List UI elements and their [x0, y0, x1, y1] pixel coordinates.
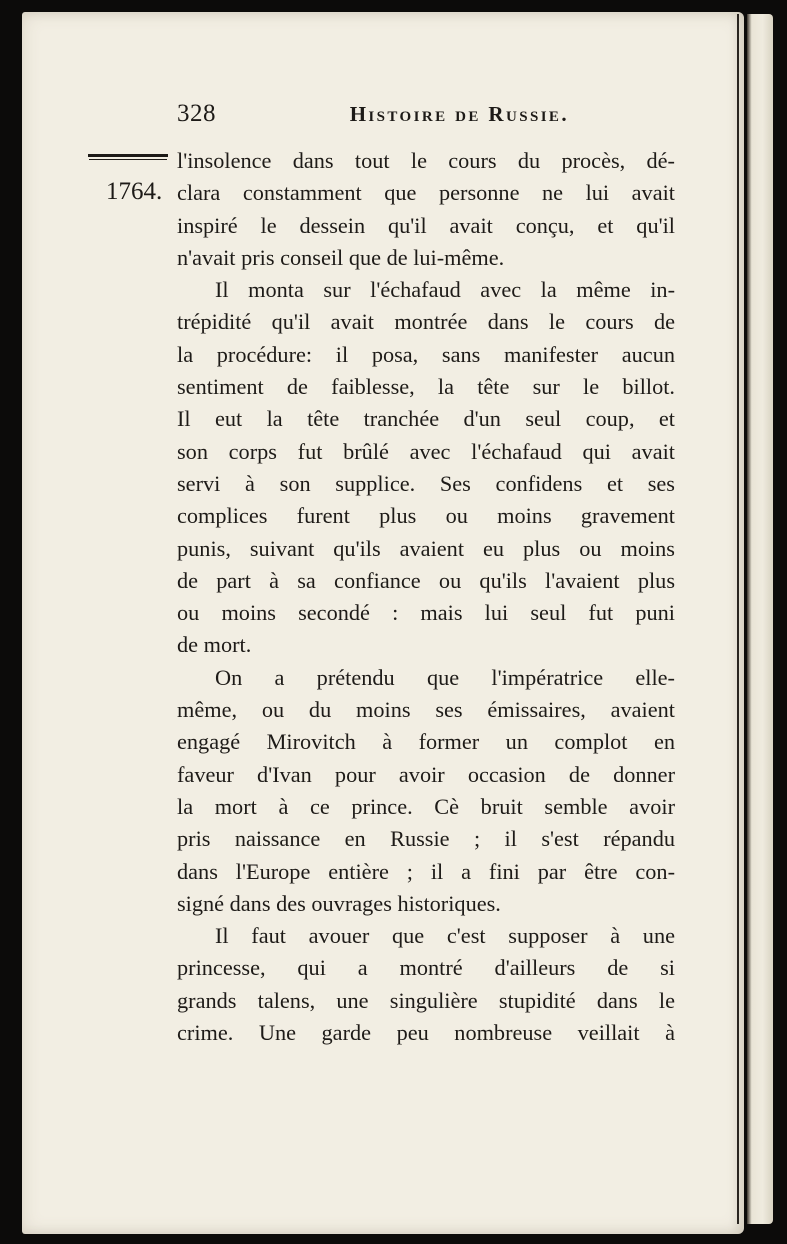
text-line: grands talens, une singulière stupidité dans le [177, 987, 675, 1013]
text-line: n'avait pris conseil que de lui-même. [177, 244, 505, 270]
text-line: pris naissance en Russie ; il s'est répandu [177, 826, 675, 852]
text-line: Il faut avouer que c'est supposer à une [215, 923, 675, 949]
page-number: 328 [177, 100, 216, 127]
text-line: On a prétendu que l'impératrice elle- [215, 664, 675, 690]
text-line: engagé Mirovitch à former un complot en [177, 729, 675, 755]
text-line: de part à sa confiance ou qu'ils l'avaient plus [177, 567, 675, 593]
text-line: trépidité qu'il avait montrée dans le cours de [177, 309, 675, 335]
text-line: Il eut la tête tranchée d'un seul coup, et [177, 406, 675, 432]
text-line: inspiré le dessein qu'il avait conçu, et qu'il [177, 212, 675, 238]
text-line: même, ou du moins ses émissaires, avaient [177, 697, 675, 723]
text-line: la procédure: il posa, sans manifester aucun [177, 341, 675, 367]
text-line: crime. Une garde peu nombreuse veillait à [177, 1020, 675, 1046]
text-line: princesse, qui a montré d'ailleurs de si [177, 955, 675, 981]
text-line: la mort à ce prince. Cè bruit semble avoir [177, 793, 675, 819]
text-line: ou moins secondé : mais lui seul fut puni [177, 600, 675, 626]
text-line: punis, suivant qu'ils avaient eu plus ou moins [177, 535, 675, 561]
text-line: de mort. [177, 632, 252, 658]
text-line: Il monta sur l'échafaud avec la même in- [215, 277, 675, 303]
text-line: son corps fut brûlé avec l'échafaud qui avait [177, 438, 675, 464]
text-line: sentiment de faiblesse, la tête sur le billot. [177, 374, 675, 400]
next-page-edge [747, 14, 773, 1224]
margin-year: 1764. [106, 178, 163, 205]
book-title: Histoire de Russie. [349, 102, 569, 126]
text-line: dans l'Europe entière ; il a fini par être con- [177, 858, 675, 884]
text-line: l'insolence dans tout le cours du procès, dé- [177, 148, 675, 173]
text-line: servi à son supplice. Ses confidens et ses [177, 470, 675, 496]
text-line: signé dans des ouvrages historiques. [177, 890, 501, 916]
text-line: faveur d'Ivan pour avoir occasion de donner [177, 761, 675, 787]
running-head [177, 98, 569, 134]
body-text [177, 145, 675, 1049]
page-gutter-line [737, 14, 739, 1224]
margin-rule [88, 154, 168, 157]
text-line: clara constamment que personne ne lui avait [177, 180, 675, 206]
text-line: complices furent plus ou moins gravement [177, 503, 675, 529]
